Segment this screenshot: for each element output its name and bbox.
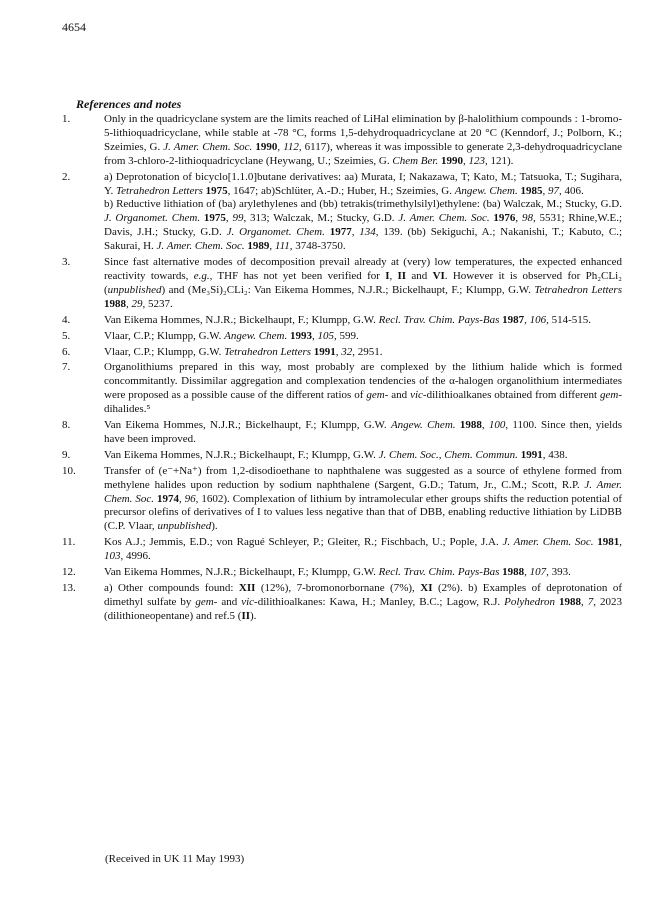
reference-segment: , 1100. Since then, yields have been improved. (104, 419, 623, 445)
reference-segment: J. Chem. Soc., Chem. Commun. (378, 448, 518, 461)
reference-segment: a) Deprotonation of bicyclo[1.1.0]butane derivatives: aa) Murata, I; Nakazawa, T; Kato, M.; Tatsuoka, T.; Sugihara, Y. (104, 170, 622, 197)
reference-segment: , 438. (542, 448, 568, 461)
reference-text (104, 171, 622, 254)
reference-paragraph (104, 113, 622, 169)
reference-paragraph (104, 330, 622, 344)
reference-segment: , 4996. (120, 550, 151, 563)
reference-text (104, 113, 622, 169)
reference-paragraph (104, 256, 622, 312)
reference-segment: Tetrahedron Letters (116, 184, 203, 197)
reference-segment: 1974 (156, 492, 179, 505)
reference-segment: 1977 (329, 226, 352, 239)
reference-segment: 1981 (597, 536, 620, 549)
reference-segment: ). (250, 609, 257, 622)
reference-segment: ) and (Me₃Si)₂CLi₂: Van Eikema Hommes, N.J.R.; Bickelhaupt, F.; Klumpp, G.W. (161, 283, 535, 296)
reference-segment: , (524, 566, 530, 579)
reference-paragraph (104, 346, 622, 360)
reference-segment: Organolithiums prepared in this way, most probably are complexed by the lithium halide which is formed concommitantly. Dissimilar aggregation and complexation tendencies of the α-halogen organolithium intermediates were proposed as a possible cause of the different ratios of (104, 361, 622, 402)
reference-number: 6. (62, 345, 71, 358)
reference-segment: 112 (283, 140, 299, 153)
reference-segment: 105 (317, 329, 334, 342)
reference-segment: , 5237. (142, 297, 173, 310)
reference-segment: 1987 (502, 313, 525, 326)
reference-segment: , (311, 329, 318, 342)
reference-segment: 1988 (104, 297, 126, 310)
reference-segment: , (225, 212, 233, 225)
reference-segment: 1991 (520, 448, 543, 461)
reference-number: 10. (62, 464, 76, 477)
reference-number: 2. (62, 170, 71, 183)
reference-segment: I (385, 269, 390, 282)
reference-segment: VI (432, 269, 445, 282)
reference-segment: , (524, 313, 530, 326)
reference-segment: J. Amer. Chem. Soc. (398, 212, 490, 225)
reference-segment: 1985 (520, 184, 543, 197)
reference-segment: Recl. Trav. Chim. Pays-Bas (378, 566, 500, 579)
reference-item (62, 361, 622, 417)
section-heading: References and notes (76, 97, 182, 111)
reference-segment: -dilithioalkanes obtained from different (422, 389, 601, 402)
reference-segment: , (269, 240, 275, 253)
reference-segment: , (462, 154, 469, 167)
reference-segment: Since fast alternative modes of decomposition prevail already at (very) low temperatures, the expected enhanced reactivity towards, (104, 256, 622, 282)
reference-segment: 1975 (203, 212, 226, 225)
reference-item (62, 171, 622, 254)
reference-segment: J. Organomet. Chem. (226, 226, 325, 239)
reference-segment: XI (420, 582, 433, 594)
reference-segment: vic (241, 595, 255, 608)
reference-segment: 1991 (313, 345, 336, 358)
reference-paragraph (104, 361, 622, 417)
reference-segment: 32 (341, 345, 353, 358)
reference-paragraph (104, 536, 622, 564)
reference-segment: -dihalides.⁵ (104, 389, 623, 416)
reference-item (62, 582, 622, 624)
reference-segment: J. Amer. Chem. Soc. (163, 140, 253, 153)
reference-segment: , 1647; ab)Schlüter, A.-D.; Huber, H.; Szeimies, G. (227, 184, 455, 197)
reference-segment: - and (213, 595, 242, 608)
reference-segment: b) Reductive lithiation of (ba) arylethylenes and (bb) tetrakis(trimethylsilyl)ethylene: (ba) Walczak, M.; Stucky, G.D. (104, 198, 622, 211)
reference-segment: Tetrahedron Letters (534, 283, 622, 296)
reference-segment: , 5531; Rhine,W.E.; Davis, J.H.; Stucky, G.D. (104, 212, 623, 239)
reference-segment: , 313; Walczak, M.; Stucky, G.D. (243, 212, 399, 225)
reference-segment: , (581, 595, 588, 608)
reference-number: 9. (62, 448, 71, 461)
reference-segment: XII (238, 582, 256, 594)
page-number: 4654 (62, 20, 86, 34)
reference-text (104, 346, 622, 360)
reference-text (104, 314, 622, 328)
reference-segment: 1988 (459, 419, 482, 432)
reference-segment: , 2951. (352, 345, 383, 358)
reference-segment: unpublished (157, 520, 212, 533)
reference-segment: II (397, 269, 407, 282)
reference-text (104, 566, 622, 580)
reference-item (62, 536, 622, 564)
reference-segment: -dilithioalkanes: Kawa, H.; Manley, B.C.; Lagow, R.J. (254, 595, 505, 608)
reference-segment: Vlaar, C.P.; Klumpp, G.W. (104, 345, 225, 358)
reference-number: 11. (62, 536, 76, 549)
reference-segment: gem (195, 595, 214, 608)
reference-segment: , (389, 269, 398, 282)
reference-list (62, 113, 622, 626)
reference-segment: , 599. (333, 329, 359, 342)
reference-segment: 1990 (255, 140, 278, 153)
reference-item (62, 314, 622, 328)
reference-number: 7. (62, 361, 71, 374)
reference-segment: e.g. (193, 269, 210, 282)
reference-segment: Transfer of (e⁻+Na⁺) from 1,2-disodioethane to naphthalene was suggested as a source of ethylene formed from methylene halides upon reduction by sodium naphthalene (Sargent, G.D.; Tatum, Jr., C.M.; Scott, R.P. (104, 464, 622, 491)
reference-segment: , 393. (546, 566, 571, 579)
reference-segment: (12%), 7-bromonorbornane (7%), (255, 582, 421, 594)
reference-segment: J. Amer. Chem. Soc. (502, 536, 594, 549)
reference-segment: , 6117), whereas it was impossible to generate 2,3-dehydroquadricyclane from 3-chloro-2-lithioquadricyclane (Heywang, U.; Szeimies, G. (104, 140, 622, 167)
reference-item (62, 256, 622, 312)
reference-segment: vic (410, 389, 423, 402)
reference-paragraph (104, 582, 622, 624)
reference-segment: , (515, 212, 522, 225)
reference-item (62, 449, 622, 463)
reference-segment: , (619, 536, 622, 549)
reference-segment: Angew. Chem. (454, 184, 518, 197)
reference-paragraph (104, 419, 622, 447)
reference-segment: 103 (104, 550, 121, 563)
reference-segment: 29 (131, 297, 143, 310)
reference-number: 3. (62, 256, 71, 269)
reference-segment: , (542, 184, 548, 197)
reference-segment: , (178, 492, 185, 505)
reference-segment: 1993 (289, 329, 312, 342)
reference-segment: Tetrahedron Letters (224, 345, 312, 358)
reference-segment: 98 (521, 212, 533, 225)
reference-segment: 1988 (559, 595, 582, 608)
reference-item (62, 330, 622, 344)
reference-segment: Angew. Chem. (390, 419, 456, 432)
reference-segment: , (335, 345, 342, 358)
reference-segment: J. Amer. Chem. Soc. (104, 478, 622, 505)
reference-segment: 7 (587, 595, 594, 608)
reference-paragraph (104, 449, 622, 463)
reference-segment: - and (384, 389, 411, 402)
reference-number: 12. (62, 566, 76, 579)
reference-segment: Only in the quadricyclane system are the limits reached of LiHal elimination by β-halolithium compounds : 1-bromo-5-lithioquadricyclane, while stable at -78 °C, forms 1,5-dehydroquadricyclane at 20 °C (Kenndorf, J.; Polborn, K.; Szeimies, G. (104, 113, 622, 153)
reference-text (104, 582, 622, 624)
reference-segment: 99 (232, 212, 244, 225)
reference-segment: , (481, 419, 489, 432)
reference-item (62, 419, 622, 447)
reference-segment: and (406, 269, 433, 282)
reference-text (104, 361, 622, 417)
reference-segment: (2%). b) Examples of deprotonation of dimethyl sulfate by (104, 582, 622, 608)
reference-text (104, 419, 622, 447)
reference-number: 5. (62, 329, 71, 342)
reference-segment: Van Eikema Hommes, N.J.R.; Bickelhaupt, F.; Klumpp, G.W. (104, 566, 379, 579)
reference-segment: Kos A.J.; Jemmis, E.D.; von Ragué Schleyer, P.; Gleiter, R.; Fischbach, U.; Pople, J.A. (104, 536, 503, 549)
reference-segment: , 139. (bb) Sekiguchi, A.; Nakanishi, T.; Kabuto, C.; Sakurai, H. (104, 226, 622, 253)
reference-segment: , (126, 297, 132, 310)
reference-segment: Van Eikema Hommes, N.J.R.; Bickelhaupt, F.; Klumpp, G.W. (104, 448, 379, 461)
reference-segment: 111 (274, 240, 290, 253)
reference-segment: 1989 (247, 240, 270, 253)
reference-text (104, 330, 622, 344)
reference-paragraph (104, 465, 622, 535)
reference-paragraph (104, 566, 622, 580)
reference-segment: Van Eikema Hommes, N.J.R.; Bickelhaupt, F.; Klumpp, G.W. (104, 419, 391, 432)
reference-segment: gem (366, 389, 385, 402)
reference-segment: ). (211, 520, 218, 533)
reference-paragraph (104, 171, 622, 199)
reference-segment: , (277, 140, 284, 153)
reference-segment: , THF has not yet been verified for (209, 269, 386, 282)
reference-number: 13. (62, 582, 76, 594)
reference-item (62, 113, 622, 169)
reference-segment: Angew. Chem. (224, 329, 288, 342)
reference-item (62, 566, 622, 580)
reference-paragraph (104, 314, 622, 328)
reference-segment: II (241, 609, 251, 622)
reference-segment: 96 (184, 492, 196, 505)
reference-segment: Vlaar, C.P.; Klumpp, G.W. (104, 329, 225, 342)
reference-segment: 123 (468, 154, 485, 167)
reference-segment: , 121). (484, 154, 514, 167)
reference-segment: J. Organomet. Chem. (104, 212, 201, 225)
reference-segment: 97 (548, 184, 559, 197)
reference-item (62, 346, 622, 360)
reference-paragraph (104, 198, 622, 254)
reference-text (104, 536, 622, 564)
reference-segment: , 2023 (dilithioneopentane) and ref.5 ( (104, 595, 623, 622)
reference-segment: 107 (529, 566, 547, 579)
reference-text (104, 256, 622, 312)
reference-segment: J. Amer. Chem. Soc. (156, 240, 245, 253)
reference-segment: , (351, 226, 360, 239)
reference-text (104, 449, 622, 463)
reference-segment: Polyhedron (504, 595, 556, 608)
reference-number: 4. (62, 313, 71, 326)
reference-segment: 106 (529, 313, 547, 326)
reference-segment: , 3748-3750. (289, 240, 346, 253)
reference-segment: 1976 (493, 212, 516, 225)
reference-segment: a) Other compounds found: (104, 582, 239, 594)
reference-segment: , 406. (559, 184, 584, 197)
reference-segment: , 1602). Complexation of lithium by intramolecular ether groups shifts the reduction potential of precursor olefins of derivatives of I to values less negative than that of DBB, enabling reductive lithiation by LiDBB (C.P. Vlaar, (104, 492, 622, 533)
reference-number: 1. (62, 113, 71, 125)
reference-number: 8. (62, 419, 71, 432)
reference-segment: Chem Ber. (392, 154, 439, 167)
reference-segment: Recl. Trav. Chim. Pays-Bas (378, 313, 500, 326)
reference-segment: Van Eikema Hommes, N.J.R.; Bickelhaupt, F.; Klumpp, G.W. (104, 313, 379, 326)
reference-segment: gem (600, 389, 619, 402)
reference-segment: 134 (359, 226, 376, 239)
received-date: (Received in UK 11 May 1993) (105, 853, 245, 865)
reference-segment: . However it is observed for Ph₂CLi₂ ( (104, 269, 622, 296)
reference-segment: , 514-515. (546, 313, 592, 326)
reference-text (104, 465, 622, 535)
reference-segment: 1990 (440, 154, 463, 167)
reference-item (62, 465, 622, 535)
reference-segment: 100 (488, 419, 506, 432)
reference-segment: unpublished (107, 283, 162, 296)
reference-segment: 1988 (502, 566, 525, 579)
reference-segment: 1975 (205, 184, 228, 197)
